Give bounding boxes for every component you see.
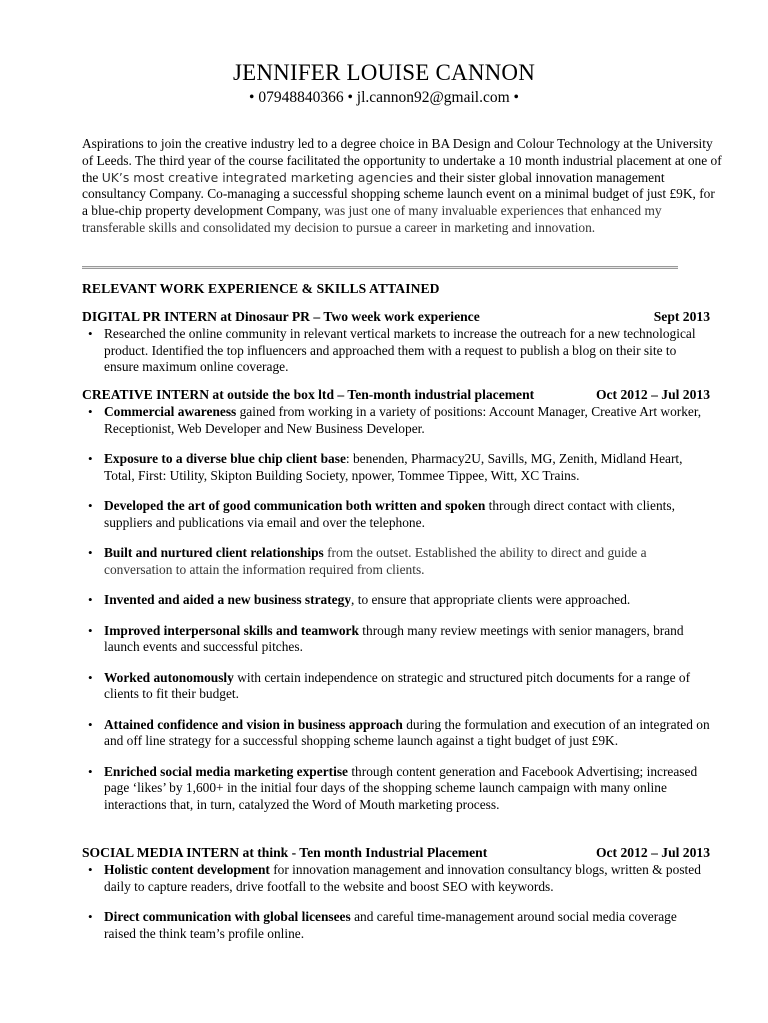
bullet-text: : benenden, Pharmacy2U, Savills, MG, Zenith, Midland Heart, Total, First: Utility, Skipton Building Society, npower, Tommee Tippee, Witt, XC Trains.: [104, 451, 683, 483]
candidate-name: JENNIFER LOUISE CANNON: [232, 60, 536, 85]
bullet-bold: Attained confidence and vision in business approach: [104, 716, 403, 732]
bullet-item: [82, 451, 710, 484]
job-bullets: [82, 862, 710, 942]
bullet-item: [82, 404, 710, 437]
summary-part-4: was just one of many invaluable experiences that enhanced my transferable skills and consolidated my decision to pursue a career in marketing and innovation.: [82, 203, 662, 235]
job-date: Oct 2012 – Jul 2013: [595, 845, 710, 860]
summary-part-3: and their sister global innovation management consultancy Company. Co-managing a successful shopping scheme launch event on a minimal budget of just £9K, for a blue-chip property development Company,: [82, 169, 715, 219]
contact-line: • 07948840366 • jl.cannon92@gmail.com •: [249, 89, 519, 106]
job-bullets: [82, 404, 710, 813]
bullet-bold: Enriched social media marketing expertise: [104, 763, 348, 779]
section-title: RELEVANT WORK EXPERIENCE & SKILLS ATTAINED: [82, 281, 440, 296]
bullet-item: [82, 592, 710, 609]
profile-summary: [82, 136, 722, 237]
job-heading: [82, 386, 710, 404]
bullet-item: [82, 909, 710, 942]
bullet-item: [82, 326, 710, 376]
bullet-item: [82, 623, 710, 656]
bullet-text: through many review meetings with senior managers, brand launch events and successful pitches.: [104, 622, 684, 654]
job-entry-think: [82, 844, 710, 942]
job-heading: [82, 844, 710, 862]
job-title: CREATIVE INTERN at outside the box ltd – Ten-month industrial placement: [82, 387, 535, 402]
bullet-text: through direct contact with clients, suppliers and publications via email and over the telephone.: [104, 498, 675, 530]
job-title: DIGITAL PR INTERN at Dinosaur PR – Two week work experience: [82, 309, 480, 324]
bullet-text: with certain independence on strategic and structured pitch documents for a range of clients to fit their budget.: [104, 669, 691, 701]
bullet-text: through content generation and Facebook Advertising; increased page ‘likes’ by 1,600+ in the initial four days of the shopping scheme launch campaign with many online interactions that, in turn, catalyzed the Word of Mouth marketing process.: [104, 763, 698, 812]
bullet-bold: Holistic content development: [104, 862, 270, 877]
bullet-text: during the formulation and execution of an integrated on and off line strategy for a successful shopping scheme launch against a tight budget of just £9K.: [104, 716, 710, 748]
bullet-text: , to ensure that appropriate clients were approached.: [351, 592, 631, 607]
bullet-text: Researched the online community in relevant vertical markets to increase the outreach for a new technological product. Identified the top influencers and approached them with a request to publish a blog on their site to ensure maximum online coverage.: [104, 326, 696, 374]
bullet-bold: Built and nurtured client relationships: [104, 545, 324, 560]
section-divider: [82, 266, 678, 269]
bullet-bold: Improved interpersonal skills and teamwork: [104, 622, 359, 638]
job-entry-outside-the-box: [82, 386, 710, 813]
bullet-bold: Invented and aided a new business strategy: [104, 592, 352, 607]
summary-part-1: Aspirations to join the creative industry led to a degree choice in BA Design and Colour Technology at the University of Leeds. The third year of the course facilitated the opportunity to undertake a 10 month industrial placement at one of the: [82, 136, 722, 185]
job-title: SOCIAL MEDIA INTERN at think - Ten month Industrial Placement: [82, 845, 488, 860]
bullet-item: [82, 764, 710, 814]
summary-part-2: UK’s most creative integrated marketing agencies: [101, 169, 414, 185]
bullet-item: [82, 670, 710, 703]
bullet-text: for innovation management and innovation consultancy blogs, written & posted daily to capture readers, drive footfall to the website and boost SEO with keywords.: [104, 862, 701, 894]
bullet-bold: Exposure to a diverse blue chip client base: [104, 451, 346, 466]
job-date: Oct 2012 – Jul 2013: [595, 387, 710, 402]
job-bullets: [82, 326, 710, 376]
bullet-text: from the outset. Established the ability to direct and guide a conversation to attain the information required from clients.: [104, 545, 647, 577]
bullet-bold: Worked autonomously: [104, 669, 234, 685]
job-heading: [82, 308, 710, 326]
bullet-item: [82, 717, 710, 750]
bullet-text: gained from working in a variety of positions: Account Manager, Creative Art worker, Receptionist, Web Developer and New Business Developer.: [104, 404, 702, 436]
job-date: Sept 2013: [653, 309, 710, 324]
bullet-item: [82, 545, 710, 578]
bullet-item: [82, 862, 710, 895]
bullet-text: and careful time-management around social media coverage raised the think team’s profile online.: [104, 909, 677, 941]
bullet-bold: Direct communication with global licensees: [104, 909, 351, 924]
bullet-item: [82, 498, 710, 531]
job-entry-dinosaur-pr: [82, 308, 710, 376]
bullet-bold: Commercial awareness: [104, 404, 237, 419]
bullet-bold: Developed the art of good communication both written and spoken: [104, 498, 486, 513]
